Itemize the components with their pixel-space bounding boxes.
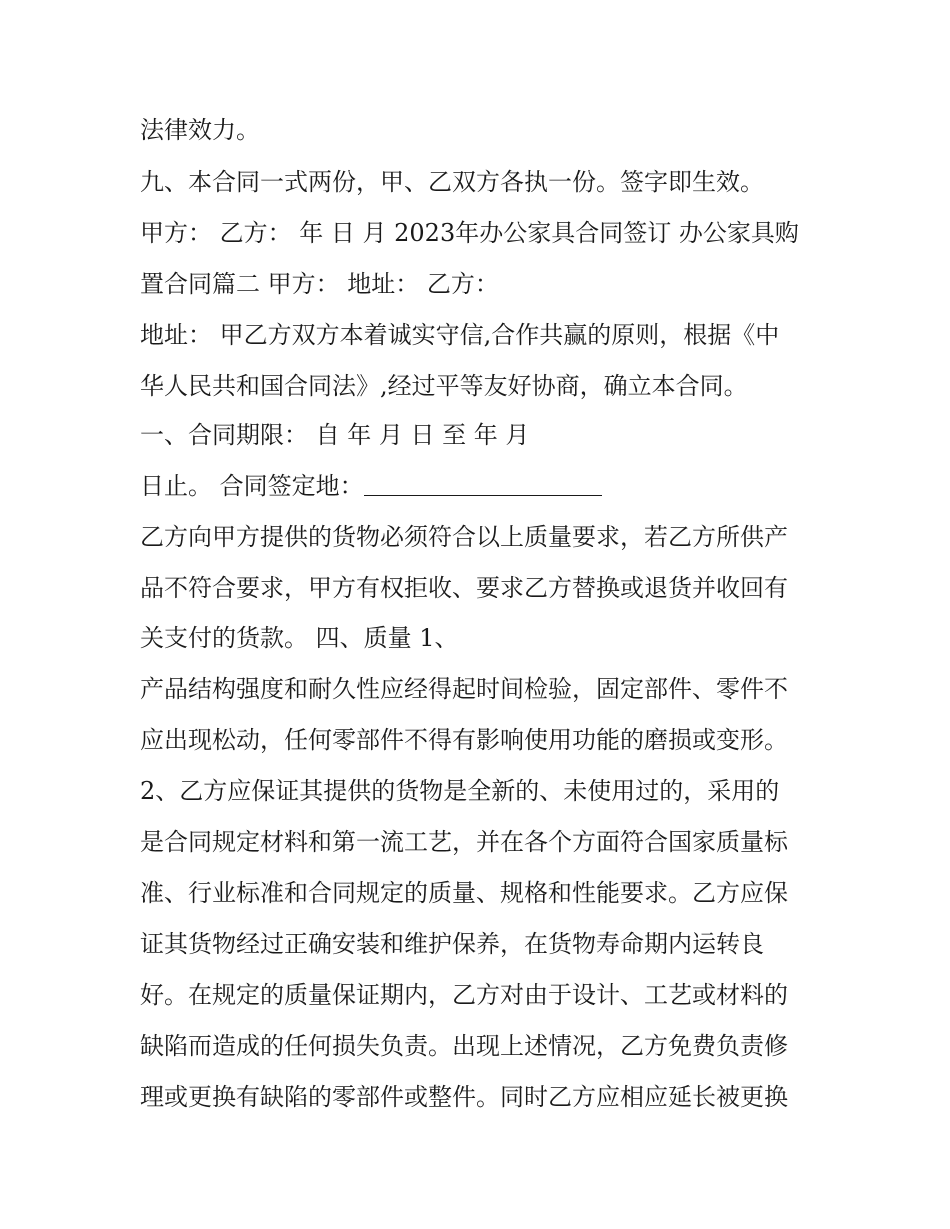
- paragraph-line: 是合同规定材料和第一流工艺，并在各个方面符合国家质量标: [140, 828, 788, 856]
- paragraph-line: 品不符合要求，甲方有权拒收、要求乙方替换或退货并收回有: [140, 574, 788, 602]
- paragraph-line: 地址： 甲乙方双方本着诚实守信,合作共赢的原则，根据《中: [140, 321, 780, 349]
- paragraph-line: 置合同篇二 甲方： 地址： 乙方：: [140, 270, 499, 298]
- paragraph-line: 九、本合同一式两份，甲、乙双方各执一份。签字即生效。: [140, 168, 764, 196]
- signing-place-line: [140, 466, 820, 506]
- paragraph-line: 准、行业标准和合同规定的质量、规格和性能要求。乙方应保: [140, 879, 788, 907]
- paragraph-line: 缺陷而造成的任何损失负责。出现上述情况，乙方免费负责修: [140, 1032, 788, 1060]
- paragraph-line: 证其货物经过正确安装和维护保养，在货物寿命期内运转良: [140, 930, 764, 958]
- paragraph-line: 甲方： 乙方： 年 日 月 2023年办公家具合同签订 办公家具购: [140, 219, 799, 247]
- signing-place-blank: [364, 471, 602, 496]
- paragraph-line: 法律效力。: [140, 116, 260, 144]
- paragraph-line: 产品结构强度和耐久性应经得起时间检验，固定部件、零件不: [140, 675, 788, 703]
- paragraph-line: 理或更换有缺陷的零部件或整件。同时乙方应相应延长被更换: [140, 1083, 788, 1111]
- paragraph-line: 好。在规定的质量保证期内，乙方对由于设计、工艺或材料的: [140, 981, 788, 1009]
- paragraph-line: 一、合同期限： 自 年 月 日 至 年 月: [140, 421, 530, 449]
- paragraph-line: 应出现松动，任何零部件不得有影响使用功能的磨损或变形。: [140, 726, 788, 754]
- paragraph-line: 华人民共和国合同法》,经过平等友好协商，确立本合同。: [140, 372, 748, 400]
- signing-place-label: 日止。 合同签定地：: [140, 472, 364, 500]
- paragraph-line: 乙方向甲方提供的货物必须符合以上质量要求，若乙方所供产: [140, 523, 788, 551]
- paragraph-line: 2、乙方应保证其提供的货物是全新的、未使用过的，采用的: [140, 777, 780, 805]
- paragraph-line: 关支付的货款。 四、质量 1、: [140, 624, 459, 652]
